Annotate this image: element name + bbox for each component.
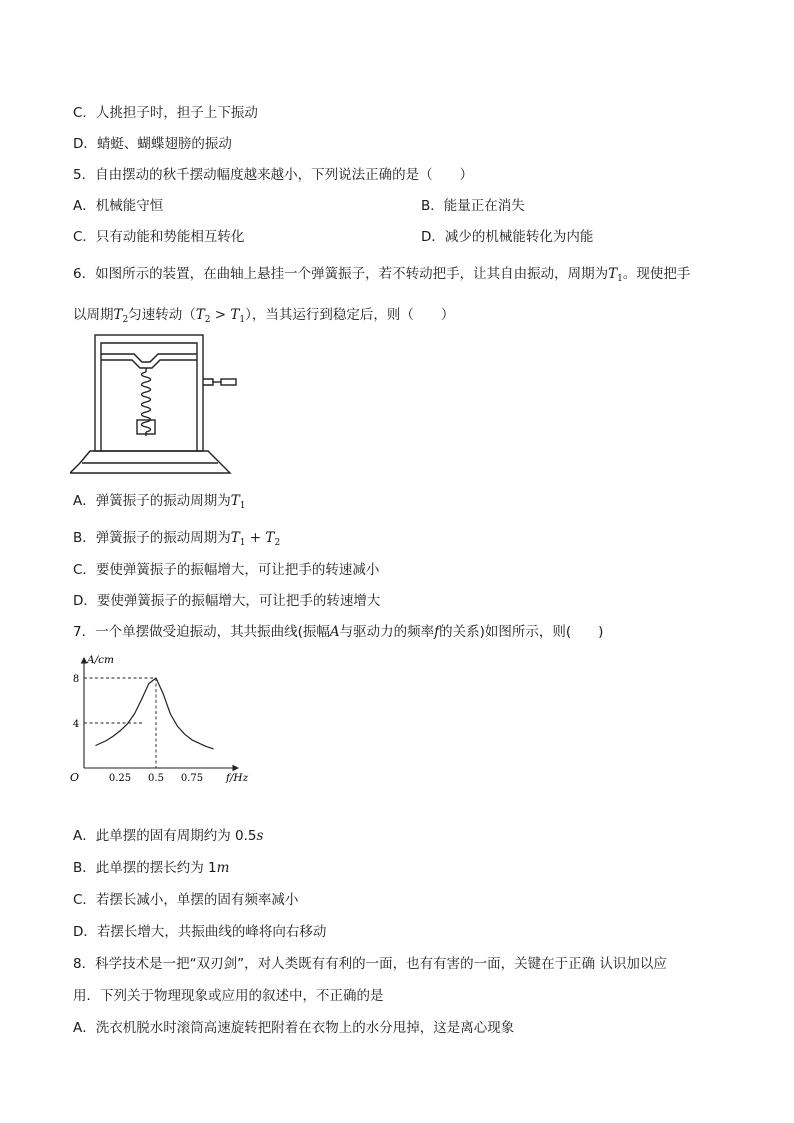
spring-oscillator-apparatus-figure <box>70 332 250 484</box>
x-axis-label: f/Hz <box>226 772 249 784</box>
q5-options-row2 <box>73 228 594 246</box>
q6-option-c: C．要使弹簧振子的振幅增大，可让把手的转速减小 <box>73 562 380 578</box>
q5-option-c: C．只有动能和势能相互转化 <box>73 229 245 245</box>
q8-option-a: A．洗衣机脱水时滚筒高速旋转把附着在衣物上的水分甩掉，这是离心现象 <box>73 1020 515 1036</box>
q5-option-b: B．能量正在消失 <box>421 198 525 214</box>
option-d-prev: D．蜻蜓、蝴蝶翅膀的振动 <box>73 136 232 152</box>
q5-option-a: A．机械能守恒 <box>73 198 164 214</box>
x-tick-label-0: 0.25 <box>108 773 132 784</box>
q6-option-a: A．弹簧振子的振动周期为$T_1$ <box>73 493 246 511</box>
question-8-line1: 8．科学技术是一把“双刃剑”，对人类既有有利的一面，也有有害的一面，关键在于正确 认识加以应 <box>73 956 667 972</box>
y-axis-label: A/cm <box>87 654 114 666</box>
y-tick-label-1: 8 <box>72 674 80 685</box>
question-6-line2: 以周期$T_2$匀速转动$(T_2 > T_1)$，当其运行到稳定后，则（ ） <box>73 307 455 325</box>
q7-option-a: A．此单摆的固有周期约为 0.5s <box>73 828 264 844</box>
resonance-curve-chart <box>70 650 260 788</box>
question-7: 7．一个单摆做受迫振动，其共振曲线(振幅A与驱动力的频率f的关系)如图所示，则( ) <box>73 624 604 640</box>
q5-options-row1 <box>73 197 525 215</box>
resonance-curve <box>96 678 214 749</box>
x-tick-label-1: 0.5 <box>148 773 164 784</box>
question-8-line2: 用．下列关于物理现象或应用的叙述中，不正确的是 <box>73 988 384 1004</box>
q7-option-c: C．若摆长减小，单摆的固有频率减小 <box>73 892 299 908</box>
origin-label: O <box>70 771 80 784</box>
x-tick-label-2: 0.75 <box>180 773 204 784</box>
option-c-prev: C．人挑担子时，担子上下振动 <box>73 105 258 121</box>
question-6-line1: 6．如图所示的装置，在曲轴上悬挂一个弹簧振子，若不转动把手，让其自由振动，周期为$T_1$。现使把手 <box>73 266 691 284</box>
q6-option-b: B．弹簧振子的振动周期为$T_1 + T_2$ <box>73 530 281 548</box>
question-5: 5．自由摆动的秋千摆动幅度越来越小，下列说法正确的是（ ） <box>73 167 474 183</box>
y-tick-label-0: 4 <box>72 719 80 730</box>
q7-option-b: B．此单摆的摆长约为 1m <box>73 860 230 876</box>
q6-option-d: D．要使弹簧振子的振幅增大，可让把手的转速增大 <box>73 593 381 609</box>
q5-option-d: D．减少的机械能转化为内能 <box>421 229 594 245</box>
q7-option-d: D．若摆长增大，共振曲线的峰将向右移动 <box>73 924 327 940</box>
